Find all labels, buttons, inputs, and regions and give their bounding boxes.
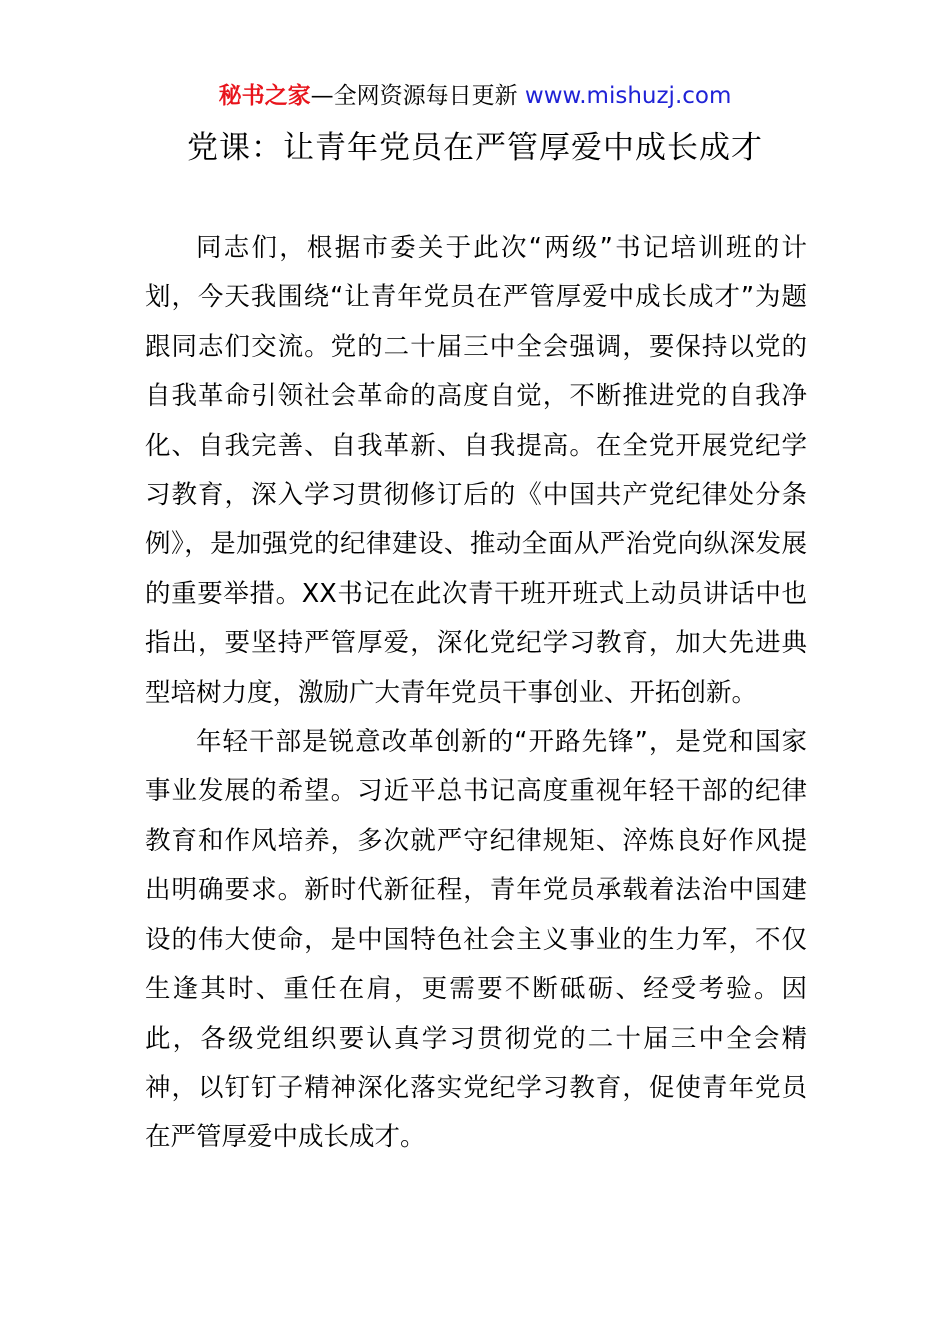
site-name: 秘书之家 — [218, 83, 311, 109]
paragraph-1: 同志们，根据市委关于此次“两级”书记培训班的计划，今天我围绕“让青年党员在严管厚爱中成长成才”为题跟同志们交流。党的二十届三中全会强调，要保持以党的自我革命引领社会革命的高度自觉，不断推进党的自我净化、自我完善、自我革新、自我提高。在全党开展党纪学习教育，深入学习贯彻修订后的《中国共产党纪律处分条例》，是加强党的纪律建设、推动全面从严治党向纵深发展的重要举措。XX书记在此次青干班开班式上动员讲话中也指出，要坚持严管厚爱，深化党纪学习教育，加大先进典型培树力度，激励广大青年党员干事创业、开拓创新。 — [145, 233, 807, 708]
document-title: 党课：让青年党员在严管厚爱中成长成才 — [187, 130, 763, 166]
paragraph-2: 年轻干部是锐意改革创新的“开路先锋”，是党和国家事业发展的希望。习近平总书记高度重视年轻干部的纪律教育和作风培养，多次就严守纪律规矩、淬炼良好作风提出明确要求。新时代新征程，青年党员承载着法治中国建设的伟大使命，是中国特色社会主义事业的生力军，不仅生逢其时、重任在肩，更需要不断砥砺、经受考验。因此，各级党组织要认真学习贯彻党的二十届三中全会精神，以钉钉子精神深化落实党纪学习教育，促使青年党员在严管厚爱中成长成才。 — [145, 727, 807, 1153]
site-url-link[interactable]: www.mishuzj.com — [524, 83, 732, 109]
document-body — [145, 224, 807, 1163]
site-tagline: —全网资源每日更新 — [310, 83, 518, 109]
site-header — [0, 80, 950, 112]
